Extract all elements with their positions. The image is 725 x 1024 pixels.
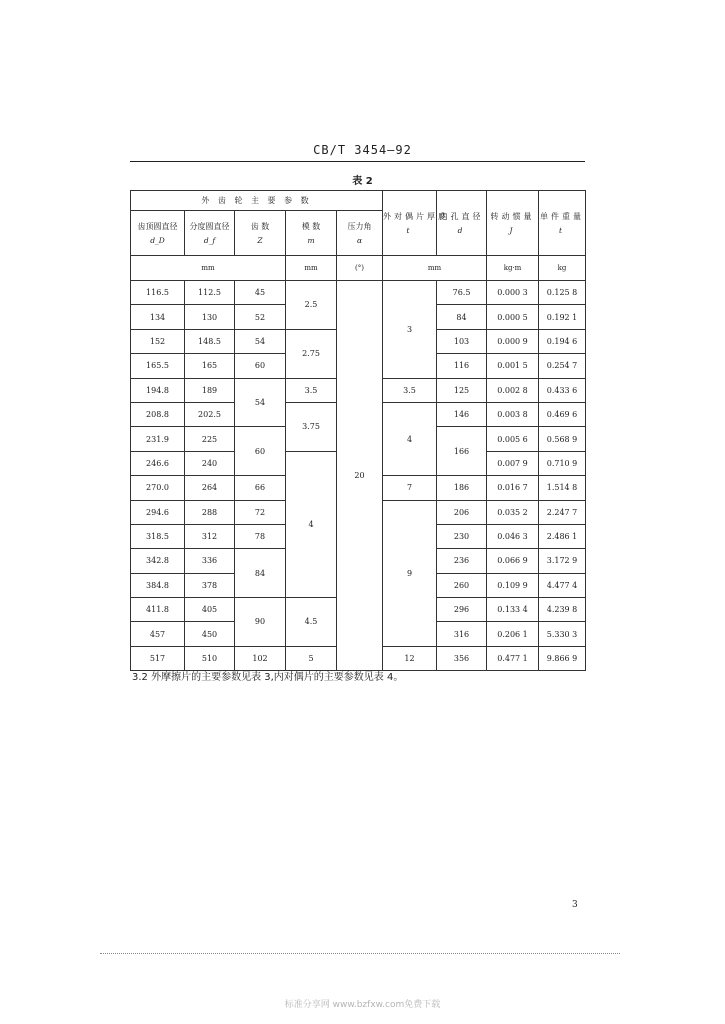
cell-pitch: 165 — [185, 354, 235, 378]
cell-weight: 0.568 9 — [539, 427, 586, 451]
cell-module: 3.5 — [286, 378, 337, 402]
cell-tip: 384.8 — [131, 573, 185, 597]
cell-inertia: 0.003 8 — [487, 402, 539, 426]
cell-pitch: 288 — [185, 500, 235, 524]
cell-inner: 260 — [437, 573, 487, 597]
page-number: 3 — [572, 900, 578, 910]
unit-module: mm — [286, 256, 337, 281]
cell-weight: 0.710 9 — [539, 451, 586, 475]
cell-weight: 2.486 1 — [539, 524, 586, 548]
cell-inertia: 0.046 3 — [487, 524, 539, 548]
cell-inner: 356 — [437, 646, 487, 670]
col-pressure-angle: 压力角 α — [337, 211, 383, 256]
col-inertia: 转动惯量 J — [487, 191, 539, 256]
cell-pitch: 336 — [185, 549, 235, 573]
cell-teeth: 102 — [235, 646, 286, 670]
watermark: 标准分享网 www.bzfxw.com免费下载 — [284, 1000, 441, 1010]
cell-tip: 246.6 — [131, 451, 185, 475]
cell-inertia: 0.001 5 — [487, 354, 539, 378]
cell-pitch: 264 — [185, 476, 235, 500]
cell-inertia: 0.477 1 — [487, 646, 539, 670]
cell-inner: 116 — [437, 354, 487, 378]
cell-module: 2.75 — [286, 329, 337, 378]
cell-pitch: 202.5 — [185, 402, 235, 426]
cell-inertia: 0.000 5 — [487, 305, 539, 329]
cell-weight: 5.330 3 — [539, 622, 586, 646]
cell-tip: 231.9 — [131, 427, 185, 451]
cell-weight: 4.477 4 — [539, 573, 586, 597]
cell-inertia: 0.005 6 — [487, 427, 539, 451]
cell-inner: 316 — [437, 622, 487, 646]
cell-pitch: 225 — [185, 427, 235, 451]
cell-weight: 0.192 1 — [539, 305, 586, 329]
footer-dotted-rule — [100, 953, 620, 954]
unit-diameters: mm — [131, 256, 286, 281]
cell-inner: 146 — [437, 402, 487, 426]
cell-tip: 342.8 — [131, 549, 185, 573]
gear-params-group-header: 外 齿 轮 主 要 参 数 — [131, 191, 383, 211]
cell-thickness: 4 — [383, 402, 437, 475]
col-module: 模 数 m — [286, 211, 337, 256]
cell-pitch: 189 — [185, 378, 235, 402]
cell-teeth: 54 — [235, 329, 286, 353]
cell-inertia: 0.002 8 — [487, 378, 539, 402]
cell-module: 2.5 — [286, 281, 337, 330]
cell-pitch: 312 — [185, 524, 235, 548]
cell-inertia: 0.066 9 — [487, 549, 539, 573]
unit-weight: kg — [539, 256, 586, 281]
table-row — [131, 281, 586, 305]
cell-inner: 125 — [437, 378, 487, 402]
cell-tip: 457 — [131, 622, 185, 646]
cell-weight: 4.239 8 — [539, 598, 586, 622]
cell-thickness: 7 — [383, 476, 437, 500]
cell-inertia: 0.035 2 — [487, 500, 539, 524]
unit-thickness-bore: mm — [383, 256, 487, 281]
cell-inner: 166 — [437, 427, 487, 476]
cell-teeth: 45 — [235, 281, 286, 305]
cell-inner: 84 — [437, 305, 487, 329]
cell-tip: 318.5 — [131, 524, 185, 548]
document-header: CB/T 3454—92 — [313, 143, 412, 157]
cell-inertia: 0.000 3 — [487, 281, 539, 305]
cell-teeth: 72 — [235, 500, 286, 524]
cell-thickness: 3 — [383, 281, 437, 379]
cell-module: 4.5 — [286, 598, 337, 647]
cell-pitch: 130 — [185, 305, 235, 329]
cell-teeth: 78 — [235, 524, 286, 548]
cell-weight: 0.194 6 — [539, 329, 586, 353]
cell-tip: 411.8 — [131, 598, 185, 622]
col-pitch-diameter: 分度圆直径 d_f — [185, 211, 235, 256]
cell-teeth: 60 — [235, 427, 286, 476]
cell-tip: 517 — [131, 646, 185, 670]
cell-inner: 186 — [437, 476, 487, 500]
cell-pitch: 450 — [185, 622, 235, 646]
cell-weight: 1.514 8 — [539, 476, 586, 500]
cell-tip: 208.8 — [131, 402, 185, 426]
header-rule — [130, 161, 585, 162]
cell-thickness: 9 — [383, 500, 437, 646]
cell-pressure-angle: 20 — [337, 281, 383, 671]
col-tip-diameter: 齿顶圆直径 d_D — [131, 211, 185, 256]
cell-inner: 236 — [437, 549, 487, 573]
col-weight: 单件重量 t — [539, 191, 586, 256]
col-inner-diameter: 内孔直径 d — [437, 191, 487, 256]
cell-inner: 230 — [437, 524, 487, 548]
cell-module: 4 — [286, 451, 337, 597]
cell-tip: 152 — [131, 329, 185, 353]
unit-inertia: kg·m — [487, 256, 539, 281]
cell-weight: 9.866 9 — [539, 646, 586, 670]
cell-pitch: 510 — [185, 646, 235, 670]
cell-module: 5 — [286, 646, 337, 670]
unit-angle: (°) — [337, 256, 383, 281]
cell-teeth: 52 — [235, 305, 286, 329]
cell-teeth: 84 — [235, 549, 286, 598]
cell-pitch: 240 — [185, 451, 235, 475]
cell-weight: 0.433 6 — [539, 378, 586, 402]
cell-tip: 116.5 — [131, 281, 185, 305]
parameter-table — [130, 190, 586, 671]
cell-weight: 2.247 7 — [539, 500, 586, 524]
cell-teeth: 66 — [235, 476, 286, 500]
cell-inner: 296 — [437, 598, 487, 622]
cell-inner: 206 — [437, 500, 487, 524]
cell-thickness: 12 — [383, 646, 437, 670]
cell-inertia: 0.000 9 — [487, 329, 539, 353]
cell-tip: 194.8 — [131, 378, 185, 402]
cell-pitch: 378 — [185, 573, 235, 597]
cell-tip: 165.5 — [131, 354, 185, 378]
cell-thickness: 3.5 — [383, 378, 437, 402]
cell-weight: 0.254 7 — [539, 354, 586, 378]
cell-tip: 134 — [131, 305, 185, 329]
cell-inertia: 0.133 4 — [487, 598, 539, 622]
col-teeth: 齿 数 Z — [235, 211, 286, 256]
cell-inertia: 0.007 9 — [487, 451, 539, 475]
cell-inertia: 0.109 9 — [487, 573, 539, 597]
cell-tip: 270.0 — [131, 476, 185, 500]
cell-weight: 0.125 8 — [539, 281, 586, 305]
col-outer-thickness: 外对偶片厚度 t — [383, 191, 437, 256]
cell-pitch: 148.5 — [185, 329, 235, 353]
cell-module: 3.75 — [286, 402, 337, 451]
cell-inertia: 0.016 7 — [487, 476, 539, 500]
cell-pitch: 112.5 — [185, 281, 235, 305]
cell-inner: 103 — [437, 329, 487, 353]
cell-weight: 0.469 6 — [539, 402, 586, 426]
cell-tip: 294.6 — [131, 500, 185, 524]
note-paragraph: 3.2 外摩擦片的主要参数见表 3,内对偶片的主要参数见表 4。 — [132, 672, 404, 683]
cell-teeth: 60 — [235, 354, 286, 378]
table-title: 表 2 — [352, 176, 373, 187]
cell-inner: 76.5 — [437, 281, 487, 305]
cell-inertia: 0.206 1 — [487, 622, 539, 646]
cell-teeth: 54 — [235, 378, 286, 427]
cell-pitch: 405 — [185, 598, 235, 622]
cell-teeth: 90 — [235, 598, 286, 647]
cell-weight: 3.172 9 — [539, 549, 586, 573]
